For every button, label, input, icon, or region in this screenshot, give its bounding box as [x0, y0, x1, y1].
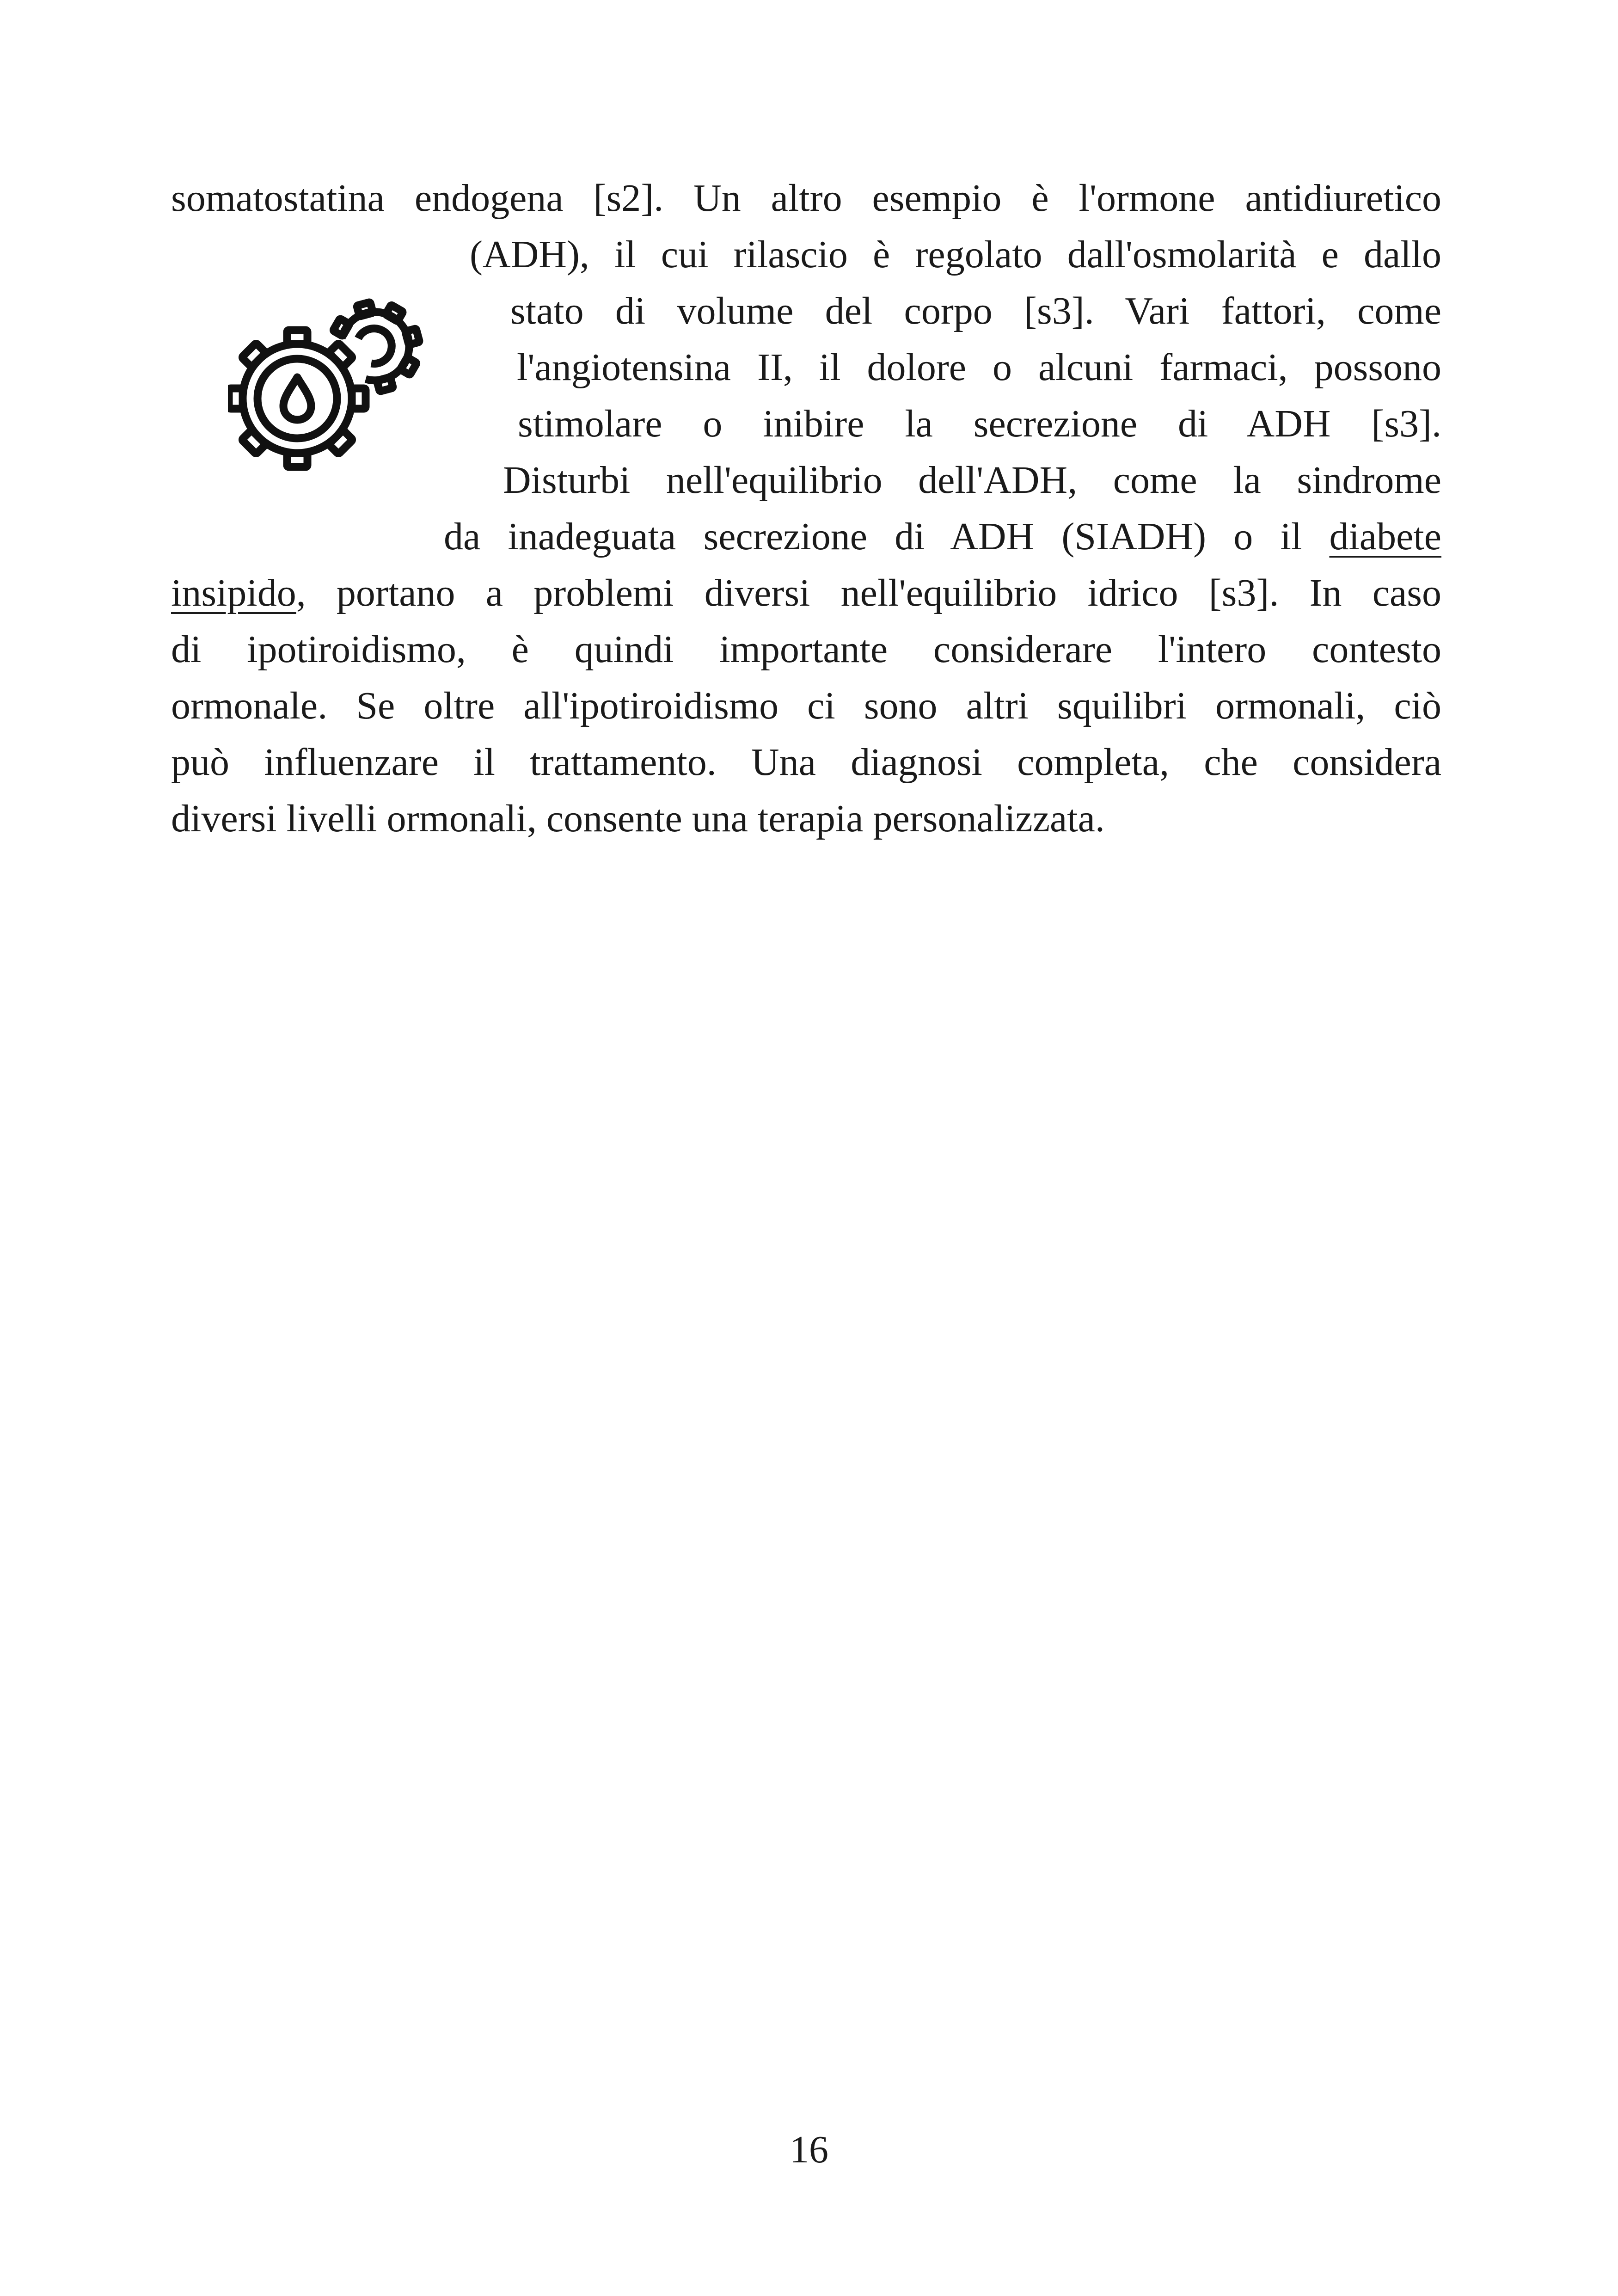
- text-line-5: stimolare o inibire la secrezione di ADH [s3].: [518, 402, 1441, 445]
- text-line-3: stato di volume del corpo [s3]. Vari fattori, come: [510, 289, 1441, 332]
- text-line-7: [444, 509, 1441, 565]
- diabete-insipido-link-part2[interactable]: insipido: [171, 571, 296, 614]
- page-number: 16: [790, 2128, 828, 2171]
- text-line-7-text: da inadeguata secrezione di ADH (SIADH) o il: [444, 515, 1330, 558]
- diabete-insipido-link-part1[interactable]: diabete: [1329, 515, 1441, 558]
- text-line-10: ormonale. Se oltre all'ipotiroidismo ci sono altri squilibri ormonali, ciò: [171, 684, 1441, 727]
- text-line-11: può influenzare il trattamento. Una diagnosi completa, che considera: [171, 741, 1441, 784]
- text-line-12: diversi livelli ormonali, consente una terapia personalizzata.: [171, 797, 1105, 840]
- text-line-9: di ipotiroidismo, è quindi importante considerare l'intero contesto: [171, 628, 1441, 671]
- text-line-2: (ADH), il cui rilascio è regolato dall'osmolarità e dallo: [470, 233, 1441, 276]
- gears-water-drop-icon: [228, 296, 427, 481]
- text-line-8-text: , portano a problemi diversi nell'equilibrio idrico [s3]. In caso: [296, 571, 1441, 614]
- text-line-4: l'angiotensina II, il dolore o alcuni farmaci, possono: [517, 346, 1441, 389]
- text-line-8: [171, 565, 1441, 621]
- text-line-6: Disturbi nell'equilibrio dell'ADH, come la sindrome: [503, 459, 1441, 502]
- text-line-1: somatostatina endogena [s2]. Un altro esempio è l'ormone antidiuretico: [171, 177, 1441, 220]
